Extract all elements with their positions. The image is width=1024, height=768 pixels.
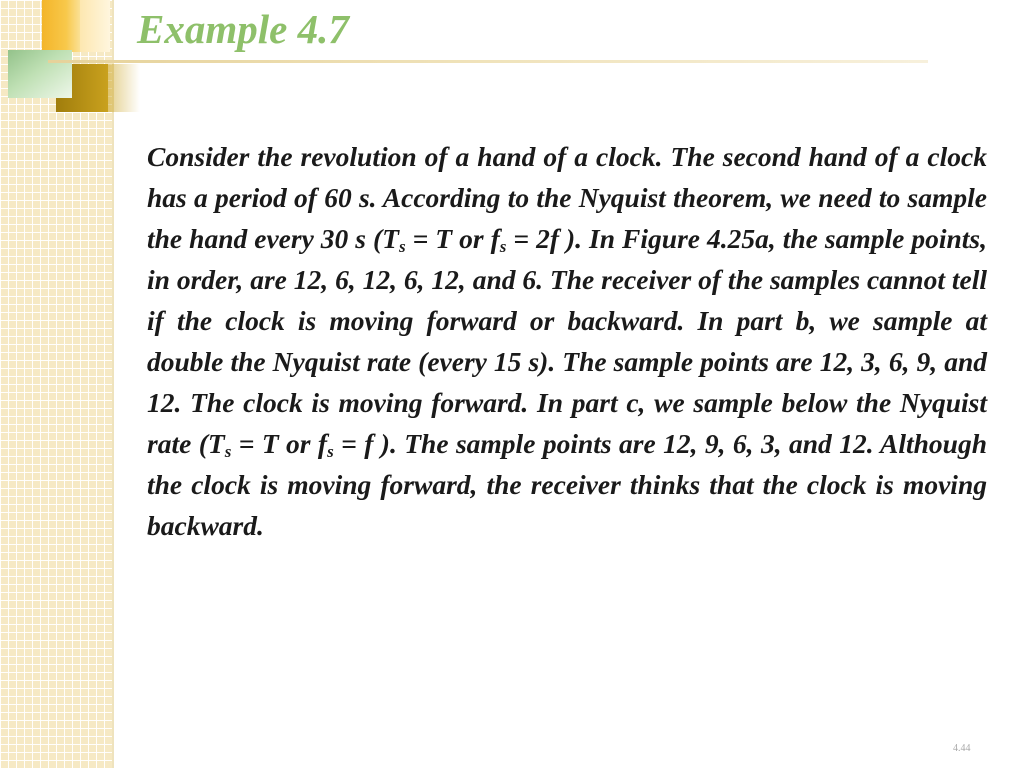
- subscript-s: s: [499, 237, 507, 256]
- subscript-s: s: [398, 237, 406, 256]
- subscript-s: s: [327, 442, 334, 461]
- body-text-segment: = 2f ). In Figure 4.25a, the sample points, in order, are 12, 6, 12, 6, 12, and 6. The receiver of the samples cannot tell if the clock is moving forward or backward. In part b, we sample at double the Nyquist rate (every 15 s). The sample points are 12, 3, 6, 9, and 12. The clock is moving forward. In part c, we sample below the Nyquist rate (T: [147, 223, 988, 459]
- decorative-green-block: [8, 50, 72, 98]
- decorative-olive-fade: [106, 64, 140, 112]
- decorative-light-gold-block: [80, 0, 110, 52]
- body-text-segment: = T or f: [231, 428, 328, 459]
- subscript-s: s: [224, 442, 232, 461]
- decorative-grid-strip: [0, 0, 112, 768]
- body-text-segment: = T or f: [405, 223, 500, 254]
- decorative-gold-block: [42, 0, 82, 52]
- page-number: 4.44: [953, 743, 971, 754]
- body-text-segment: Consider the revolution of a hand of a clock. The second hand of a clock has a period of 60 s. According to the Nyquist theorem, we need to sample the hand every 30 s (T: [147, 141, 987, 254]
- title-underline-rule: [48, 60, 928, 63]
- body-paragraph: [147, 136, 987, 546]
- strip-edge-line: [112, 0, 114, 768]
- slide-title: Example 4.7: [137, 6, 349, 52]
- body-text-segment: = f ). The sample points are 12, 9, 6, 3, and 12. Although the clock is moving forward, the receiver thinks that the clock is moving backward.: [147, 428, 988, 541]
